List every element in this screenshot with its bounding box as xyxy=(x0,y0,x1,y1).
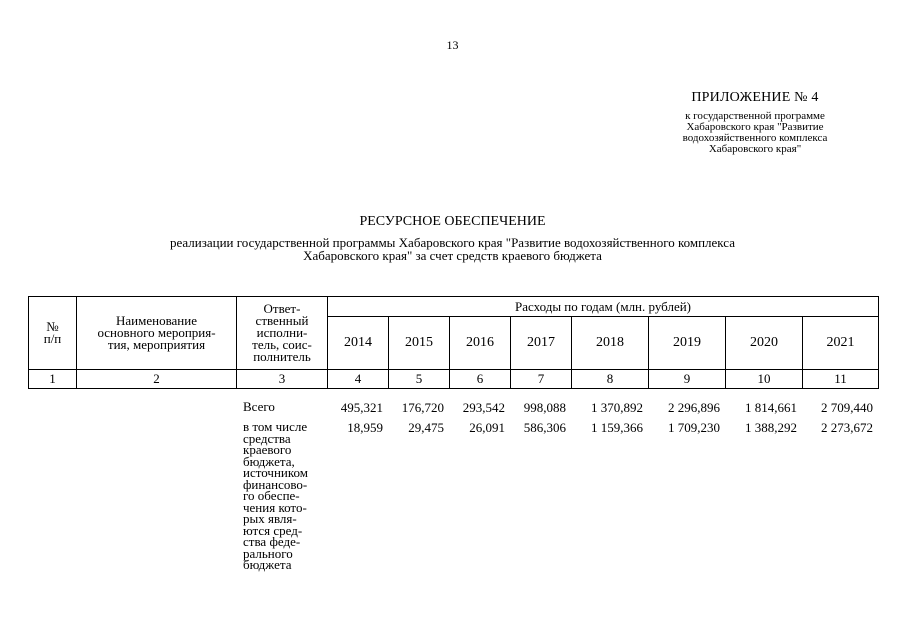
row-label-total xyxy=(243,401,327,413)
document-subtitle xyxy=(0,236,905,262)
column-number: 11 xyxy=(803,370,879,389)
header-number xyxy=(29,297,77,370)
row-label-line: в том числе xyxy=(243,419,308,434)
value-cell: 26,091 xyxy=(469,420,505,435)
appendix-subtitle-line: Хабаровского края" xyxy=(708,143,802,155)
column-number: 4 xyxy=(328,370,389,389)
column-number: 9 xyxy=(649,370,726,389)
document-subtitle-line: Хабаровского края" за счет средств краевого бюджета xyxy=(303,248,602,263)
header-year: 2017 xyxy=(511,317,572,370)
header-activity-line: основного мероприя- xyxy=(97,325,216,340)
document-subtitle-line: реализации государственной программы Хабаровского края "Развитие водохозяйственного комплекса xyxy=(169,235,736,250)
appendix-subtitle xyxy=(640,111,870,155)
header-activity-line: тия, мероприятия xyxy=(107,337,206,352)
header-responsible-line: ственный xyxy=(255,313,309,328)
header-activity-name xyxy=(77,297,237,370)
value-cell: 2 709,440 xyxy=(821,400,873,415)
resource-table-header xyxy=(28,296,879,389)
row-label-line: ства феде- xyxy=(243,534,301,549)
header-year: 2018 xyxy=(572,317,649,370)
appendix-subtitle-line: Хабаровского края "Развитие xyxy=(686,121,824,133)
value-cell: 586,306 xyxy=(523,420,566,435)
row-label-line: бюджета xyxy=(243,557,292,572)
row-label-line: чения кото- xyxy=(243,499,307,515)
row-label-line: источником xyxy=(243,465,308,480)
row-label-regional-budget xyxy=(243,421,327,571)
header-responsible-line: исполни- xyxy=(256,325,308,340)
row-label-line: средства xyxy=(243,430,291,446)
value-cell: 1 814,661 xyxy=(745,400,797,415)
row-label-line: го обеспе- xyxy=(243,488,300,503)
header-number-line: № xyxy=(46,319,59,334)
column-number: 8 xyxy=(572,370,649,389)
row-label-line: Всего xyxy=(243,399,275,414)
value-cell: 1 159,366 xyxy=(591,420,643,435)
column-number: 1 xyxy=(29,370,77,389)
header-number-line: п/п xyxy=(43,331,62,346)
header-year: 2015 xyxy=(389,317,450,370)
column-number: 7 xyxy=(511,370,572,389)
value-cell: 176,720 xyxy=(401,400,444,415)
row-label-line: рых явля- xyxy=(243,511,297,526)
column-number: 10 xyxy=(726,370,803,389)
value-cell: 2 296,896 xyxy=(668,400,720,415)
column-number: 3 xyxy=(237,370,328,389)
row-label-line: рального xyxy=(243,545,293,561)
header-responsible xyxy=(237,297,328,370)
header-year: 2016 xyxy=(450,317,511,370)
column-number: 6 xyxy=(450,370,511,389)
value-cell: 1 709,230 xyxy=(668,420,720,435)
header-responsible-line: тель, соис- xyxy=(252,337,312,352)
row-label-line: финансово- xyxy=(243,476,308,492)
page-number: 13 xyxy=(446,38,459,52)
header-year: 2021 xyxy=(803,317,879,370)
appendix-block xyxy=(640,90,870,155)
header-year: 2019 xyxy=(649,317,726,370)
appendix-subtitle-line: к государственной программе xyxy=(685,110,825,122)
value-cell: 2 273,672 xyxy=(821,420,873,435)
appendix-title: ПРИЛОЖЕНИЕ № 4 xyxy=(691,90,819,105)
row-label-line: краевого xyxy=(243,442,292,457)
row-label-line: ются сред- xyxy=(243,522,303,538)
header-responsible-line: полнитель xyxy=(253,349,311,364)
value-cell: 1 388,292 xyxy=(745,420,797,435)
row-label-line: бюджета, xyxy=(243,453,295,469)
header-expenses: Расходы по годам (млн. рублей) xyxy=(328,297,879,317)
column-number: 5 xyxy=(389,370,450,389)
column-number: 2 xyxy=(77,370,237,389)
document-title: РЕСУРСНОЕ ОБЕСПЕЧЕНИЕ xyxy=(359,214,546,229)
value-cell: 29,475 xyxy=(408,420,444,435)
header-activity-line: Наименование xyxy=(116,313,197,328)
header-year: 2020 xyxy=(726,317,803,370)
header-responsible-line: Ответ- xyxy=(263,301,301,316)
value-cell: 18,959 xyxy=(347,420,383,435)
value-cell: 998,088 xyxy=(523,400,566,415)
value-cell: 293,542 xyxy=(462,400,505,415)
appendix-subtitle-line: водохозяйственного комплекса xyxy=(682,132,828,144)
value-cell: 1 370,892 xyxy=(591,400,643,415)
header-year: 2014 xyxy=(328,317,389,370)
value-cell: 495,321 xyxy=(340,400,383,415)
